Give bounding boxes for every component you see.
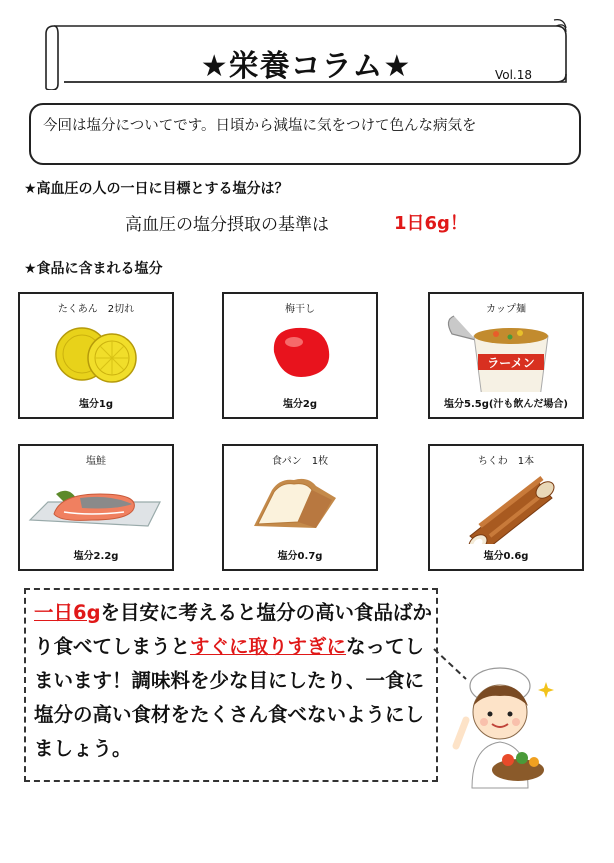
food-name: カップ麺 [486,304,526,315]
food-salt: 塩分0.6g [483,551,529,562]
food-salt: 塩分2.2g [73,551,119,562]
food-name: 食パン 1枚 [271,456,329,467]
food-salt: 塩分1g [78,399,114,410]
food-card-umeboshi [222,292,378,419]
food-name: ちくわ 1本 [477,456,535,467]
intro-box [29,103,581,165]
food-salt: 塩分0.7g [277,551,323,562]
food-salt: 塩分2g [282,399,318,410]
cup-noodle-icon [430,312,582,392]
section-heading-target-salt: ★高血圧の人の一日に目標とする塩分は？ [24,181,289,197]
umeboshi-icon [224,312,376,392]
advice-text [34,596,438,766]
title-banner [44,18,568,90]
takuan-icon [20,312,172,392]
food-card-cup-noodle [428,292,584,419]
food-card-chikuwa [428,444,584,571]
volume-label: Vol.18 [494,68,532,82]
food-name: 梅干し [285,304,315,315]
advice-highlight-daily-6g: 一日6g [34,601,101,624]
food-name: たくあん 2切れ [57,304,135,315]
standard-value: 1日6g！ [394,213,468,234]
advice-highlight-overdo: すぐに取りすぎに [190,635,347,658]
advice-bubble [24,588,438,782]
food-salt: 塩分5.5g(汁も飲んだ場合) [443,399,568,410]
food-card-salted-salmon [18,444,174,571]
food-name: 塩鮭 [86,456,106,467]
cup-noodle-label: ラーメン [487,356,535,370]
salted-salmon-icon [20,464,172,544]
food-card-bread [222,444,378,571]
intro-text: 今回は塩分についてです。日頃から減塩に気をつけて色んな病気を [43,118,477,134]
advice-text-part: なってしまいます！調味料を少な目にしたり、一食に塩分の高い食材をたくさん食べないようにしましょう。 [34,635,425,760]
page-title: ★栄養コラム★ [200,49,412,84]
advice-text-part: を目安に考えると塩分の高い食品ばかり食べてしまうと [34,601,433,658]
food-card-takuan [18,292,174,419]
chikuwa-icon [430,464,582,544]
bread-icon [224,464,376,544]
chef-illustration [442,660,562,790]
standard-label: 高血圧の塩分摂取の基準は [125,215,329,235]
section-heading-food-salt: ★食品に含まれる塩分 [24,261,163,277]
